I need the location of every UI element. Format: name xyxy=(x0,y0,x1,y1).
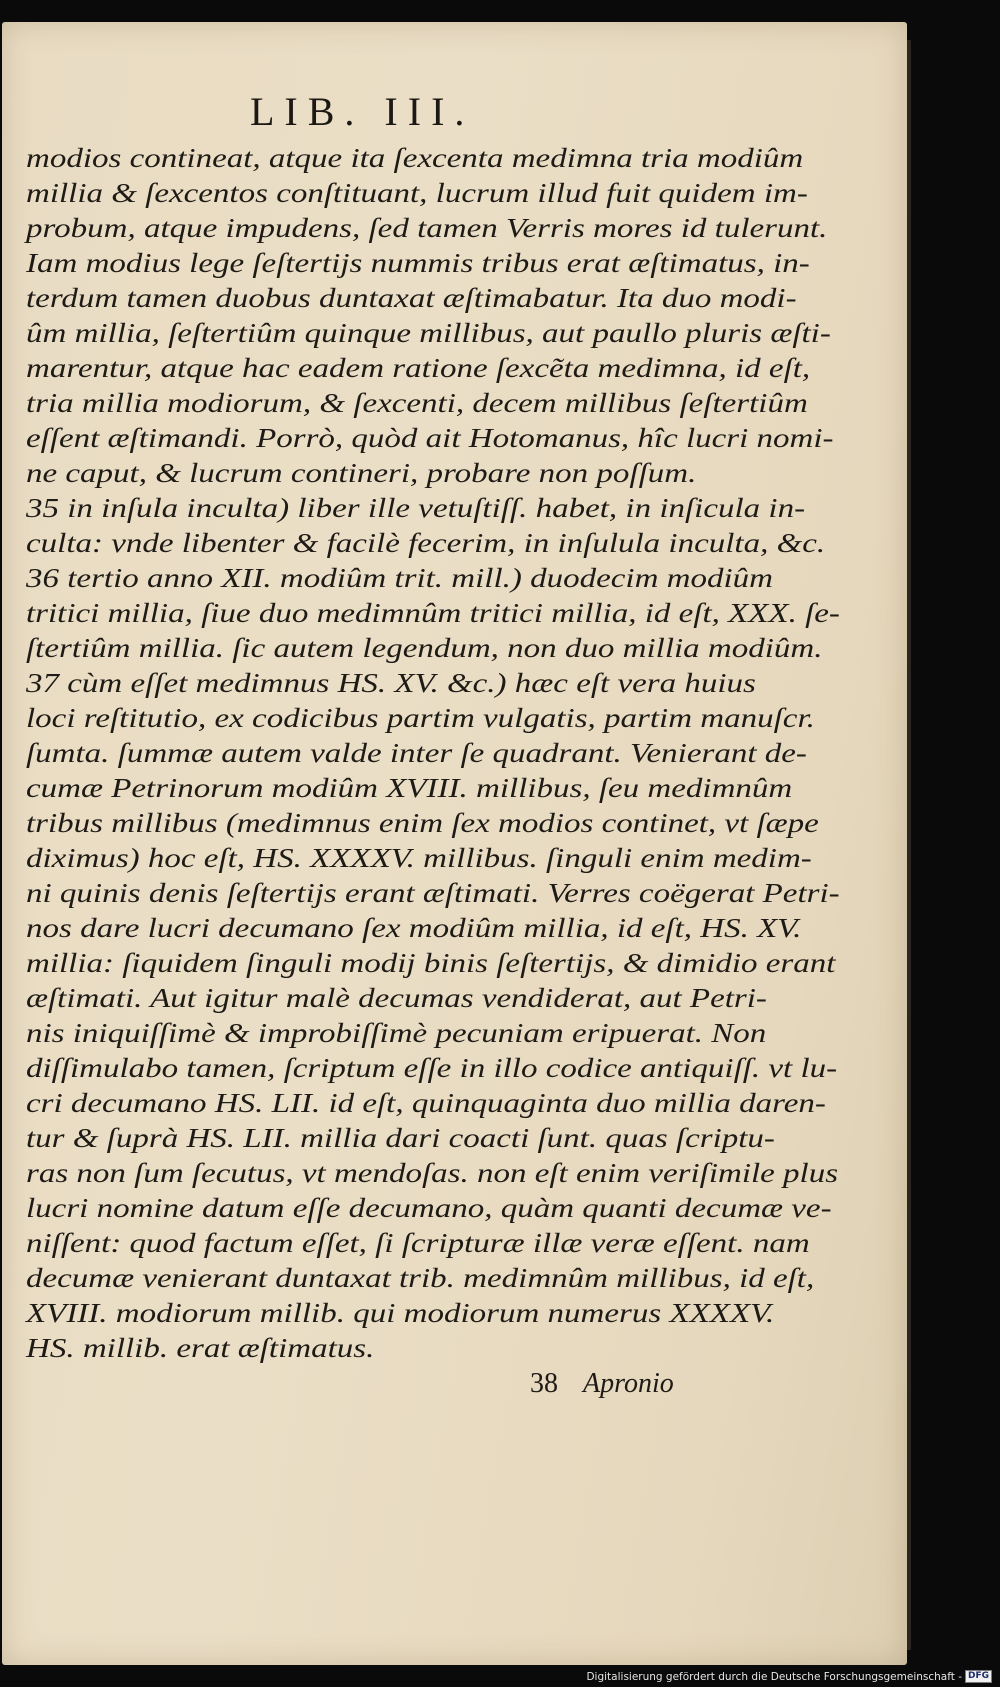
text-line: ni quinis denis ſeſtertijs erant æſtimati. Verres coëgerat Petri- xyxy=(26,877,840,908)
running-title: LIB. III. xyxy=(250,89,475,134)
text-line: tria millia modiorum, & ſexcenti, decem millibus ſeſtertiûm xyxy=(26,387,808,418)
text-line: ne caput, & lucrum contineri, probare non poſſum. xyxy=(26,457,697,488)
note-36-line: 36 tertio anno XII. modiûm trit. mill.) duodecim modiûm xyxy=(26,562,774,593)
text-line: cri decumano HS. LII. id eſt, quinquaginta duo millia daren- xyxy=(26,1087,826,1118)
text-line: tribus millibus (medimnus enim ſex modios continet, vt ſæpe xyxy=(26,807,819,838)
text-line: lucri nomine datum eſſe decumano, quàm quanti decumæ ve- xyxy=(26,1192,832,1223)
text-line: diſſimulabo tamen, ſcriptum eſſe in illo codice antiquiſſ. vt lu- xyxy=(26,1052,838,1083)
catchword-number: 38 xyxy=(530,1368,558,1399)
text-line: ras non ſum ſecutus, vt mendoſas. non eſt enim veriſimile plus xyxy=(26,1157,839,1188)
note-35-line: 35 in inſula inculta) liber ille vetuſtiſſ. habet, in inſicula in- xyxy=(26,492,806,523)
text-line: XVIII. modiorum millib. qui modiorum numerus XXXXV. xyxy=(26,1297,775,1328)
text-line: tur & ſuprà HS. LII. millia dari coacti ſunt. quas ſcriptu- xyxy=(26,1122,775,1153)
text-line: tritici millia, ſiue duo medimnûm tritici millia, id eſt, XXX. ſe- xyxy=(26,597,840,628)
dfg-logo-icon: DFG xyxy=(965,1670,992,1683)
text-line: decumæ venierant duntaxat trib. medimnûm millibus, id eſt, xyxy=(26,1262,815,1293)
digitization-credit xyxy=(586,1670,992,1683)
catchword-text: Apronio xyxy=(583,1368,674,1399)
text-line: ſtertiûm millia. ſic autem legendum, non duo millia modiûm. xyxy=(26,632,823,663)
credit-text: Digitalisierung gefördert durch die Deutsche Forschungsgemeinschaft - xyxy=(586,1670,962,1683)
text-line: æſtimati. Aut igitur malè decumas vendiderat, aut Petri- xyxy=(26,982,767,1013)
text-line: eſſent æſtimandi. Porrò, quòd ait Hotomanus, hîc lucri nomi- xyxy=(26,422,834,453)
body-text xyxy=(26,140,840,1365)
text-line: niſſent: quod factum eſſet, ſi ſcripturæ illæ veræ eſſent. nam xyxy=(26,1227,810,1258)
text-line: probum, atque impudens, ſed tamen Verris mores id tulerunt. xyxy=(26,212,828,243)
text-line: culta: vnde libenter & facilè fecerim, in inſulula inculta, &c. xyxy=(26,527,826,558)
note-37-line: 37 cùm eſſet medimnus HS. XV. &c.) hæc eſt vera huius xyxy=(26,667,756,698)
text-line: modios contineat, atque ita ſexcenta medimna tria modiûm xyxy=(26,142,804,173)
text-line: ûm millia, ſeſtertiûm quinque millibus, aut paullo pluris æſti- xyxy=(26,317,831,348)
text-line: cumæ Petrinorum modiûm XVIII. millibus, ſeu medimnûm xyxy=(26,772,793,803)
catchword xyxy=(530,1368,674,1400)
text-line: ſumta. ſummæ autem valde inter ſe quadrant. Venierant de- xyxy=(26,737,807,768)
text-line: terdum tamen duobus duntaxat æſtimabatur. Ita duo modi- xyxy=(26,282,797,313)
text-line: nos dare lucri decumano ſex modiûm millia, id eſt, HS. XV. xyxy=(26,912,802,943)
page-edge xyxy=(907,40,911,1650)
text-line: diximus) hoc eſt, HS. XXXXV. millibus. ſinguli enim medim- xyxy=(26,842,812,873)
text-line: millia & ſexcentos conſtituant, lucrum illud fuit quidem im- xyxy=(26,177,808,208)
text-line: marentur, atque hac eadem ratione ſexcẽta medimna, id eſt, xyxy=(26,352,811,383)
text-line: nis iniquiſſimè & improbiſſimè pecuniam eripuerat. Non xyxy=(26,1017,767,1048)
text-line: loci reſtitutio, ex codicibus partim vulgatis, partim manuſcr. xyxy=(26,702,815,733)
text-line: millia: ſiquidem ſinguli modij binis ſeſtertijs, & dimidio erant xyxy=(26,947,836,978)
text-line: HS. millib. erat æſtimatus. xyxy=(26,1332,375,1363)
text-line: Iam modius lege ſeſtertijs nummis tribus erat æſtimatus, in- xyxy=(26,247,810,278)
